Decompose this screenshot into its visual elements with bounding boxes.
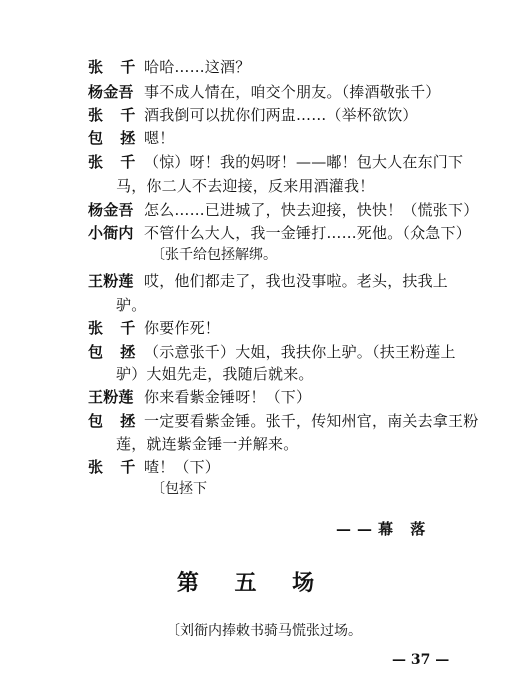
- dialogue-line: [88, 387, 311, 407]
- dialogue-text: 事不成人情在，咱交个朋友。（捧酒敬张千）: [144, 83, 441, 101]
- stage-direction: 〔张千给包拯解绑。: [151, 247, 277, 263]
- scene-stage-direction: 〔刘衙内捧敕书骑马慌张过场。: [166, 623, 362, 639]
- dialogue-text: 嗯！: [144, 129, 175, 147]
- dialogue-continuation: 马，你二人不去迎接，反来用酒灌我！: [116, 177, 375, 195]
- scene-title: 第 五 场: [176, 570, 329, 596]
- speaker-name: 张 千: [88, 58, 142, 76]
- speaker-name: 王粉莲: [88, 272, 134, 290]
- curtain-falls: ——幕 落: [336, 520, 432, 538]
- speaker-name: 张 千: [88, 153, 142, 171]
- dialogue-line: [88, 271, 448, 291]
- speaker-name: 包 拯: [88, 343, 142, 361]
- dialogue-line: [88, 200, 478, 220]
- dialogue-text: 你来看紫金锤呀！（下）: [144, 388, 312, 406]
- dialogue-line: [88, 411, 478, 431]
- speaker-name: 小衙内: [88, 224, 134, 242]
- dialogue-continuation: 驴）大姐先走，我随后就来。: [116, 365, 314, 383]
- dialogue-line: [88, 457, 220, 477]
- dialogue-line: [88, 82, 441, 102]
- speaker-name: 张 千: [88, 458, 142, 476]
- dialogue-line: [88, 342, 456, 362]
- stage-direction: 〔包拯下: [151, 481, 207, 497]
- dialogue-line: [88, 318, 220, 338]
- dialogue-text: 哎，他们都走了，我也没事啦。老头，扶我上: [144, 272, 449, 290]
- dialogue-line: [88, 57, 250, 77]
- dialogue-text: （示意张千）大姐，我扶你上驴。（扶王粉莲上: [144, 343, 456, 361]
- dialogue-text: 你要作死！: [144, 319, 221, 337]
- dialogue-text: 不管什么大人，我一金锤打……死他。（众急下）: [144, 224, 471, 242]
- dialogue-text: 酒我倒可以扰你们两盅……（举杯欲饮）: [144, 106, 418, 124]
- dialogue-text: 喳！（下）: [144, 458, 221, 476]
- dialogue-continuation: 驴。: [116, 296, 147, 314]
- speaker-name: 杨金吾: [88, 83, 134, 101]
- speaker-name: 张 千: [88, 319, 142, 337]
- dialogue-line: [88, 128, 174, 148]
- speaker-name: 包 拯: [88, 412, 142, 430]
- dialogue-text: 一定要看紫金锤。张千，传知州官，南关去拿王粉: [144, 412, 479, 430]
- dialogue-continuation: 莲，就连紫金锤一并解来。: [116, 435, 299, 453]
- speaker-name: 张 千: [88, 106, 142, 124]
- speaker-name: 杨金吾: [88, 201, 134, 219]
- dialogue-line: [88, 223, 471, 243]
- page-number: — 37 —: [392, 652, 450, 668]
- dialogue-line: [88, 105, 418, 125]
- dialogue-text: 怎么……已进城了，快去迎接，快快！（慌张下）: [144, 201, 479, 219]
- dialogue-text: 哈哈……这酒？: [144, 58, 251, 76]
- speaker-name: 王粉莲: [88, 388, 134, 406]
- speaker-name: 包 拯: [88, 129, 142, 147]
- dialogue-text: （惊）呀！我的妈呀！——嘟！包大人在东门下: [144, 153, 464, 171]
- dialogue-line: [88, 152, 463, 172]
